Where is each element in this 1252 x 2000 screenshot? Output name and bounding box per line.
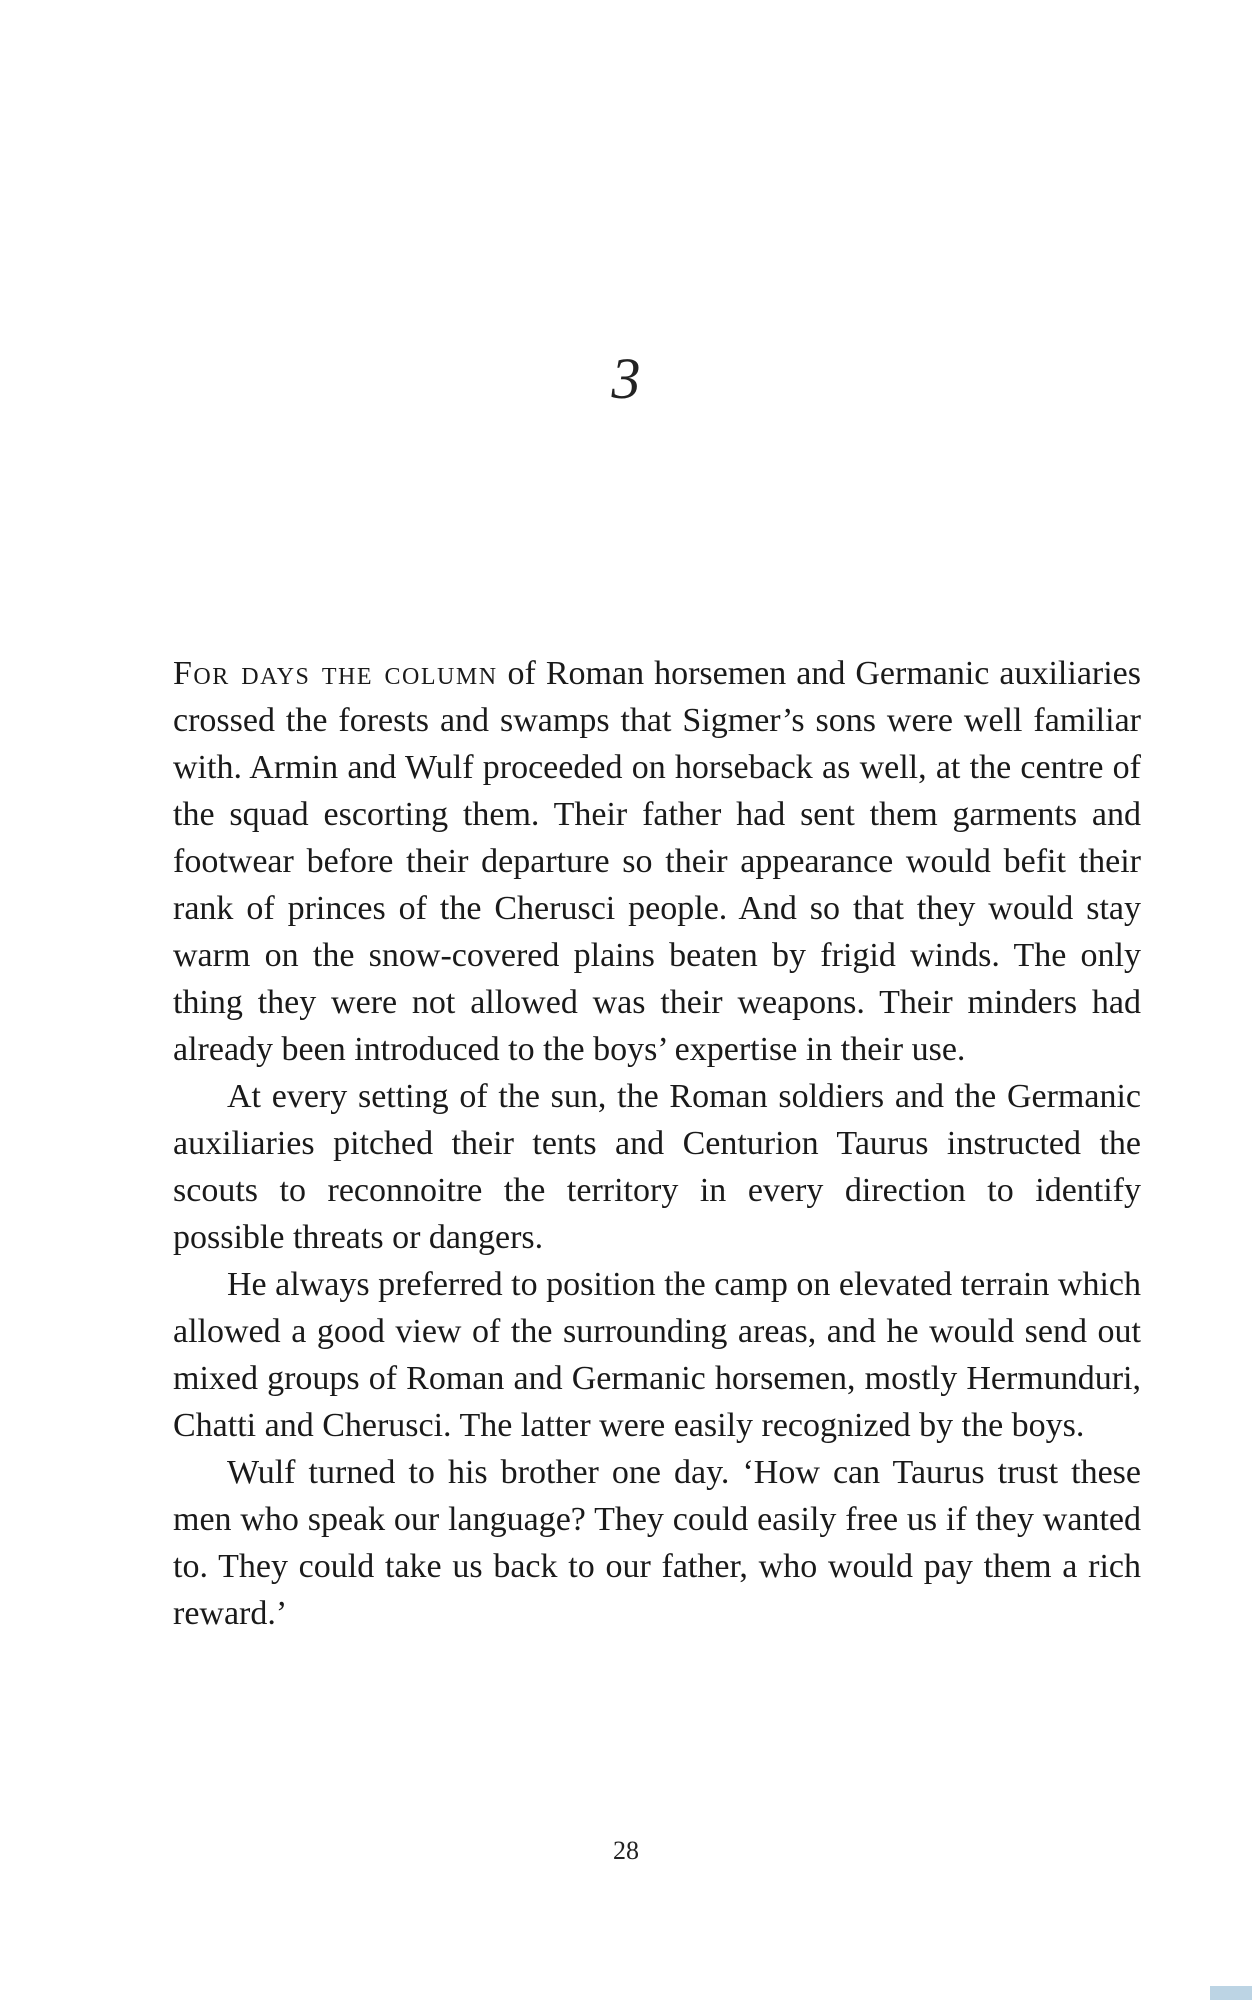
paragraph-3: He always preferred to position the camp on elevated terrain which allowed a good view of the surrounding areas, and he would send out mixed groups of Roman and Germanic horsemen, mostly Hermunduri, Chatti and Cherusci. The latter were easily recognized by the boys.: [173, 1266, 1141, 1444]
scan-edge-mark: [1210, 1986, 1252, 2000]
opening-smallcaps: For days the column: [173, 655, 498, 692]
paragraph-1: [173, 650, 1141, 1073]
page-number: 28: [613, 1836, 639, 1865]
chapter-number: 3: [611, 346, 641, 411]
paragraph-1-text: of Roman horsemen and Germanic auxiliaries crossed the forests and swamps that Sigmer’s sons were well familiar with. Armin and Wulf proceeded on horseback as well, at the centre of the squad escorting them. Their father had sent them garments and footwear before their departure so their appearance would befit their rank of princes of the Cherusci people. And so that they would stay warm on the snow-covered plains beaten by frigid winds. The only thing they were not allowed was their weapons. Their minders had already been introduced to the boys’ expertise in their use.: [173, 655, 1141, 1068]
paragraph-4: Wulf turned to his brother one day. ‘How can Taurus trust these men who speak our language? They could easily free us if they wanted to. They could take us back to our father, who would pay them a rich reward.’: [173, 1454, 1141, 1632]
paragraph-2: At every setting of the sun, the Roman soldiers and the Germanic auxiliaries pitched their tents and Centurion Taurus instructed the scouts to reconnoitre the territory in every direction to identify possible threats or dangers.: [173, 1078, 1141, 1256]
body-text: [173, 650, 1141, 1637]
